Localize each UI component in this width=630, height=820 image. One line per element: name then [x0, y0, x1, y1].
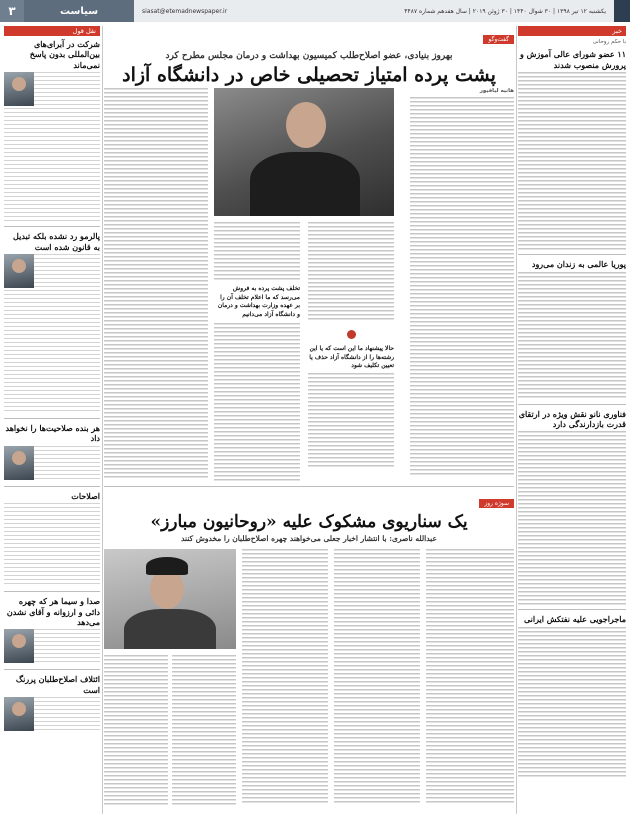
story2-body-col3	[242, 549, 328, 805]
news-item-body	[518, 272, 626, 400]
news-item-body	[518, 72, 626, 250]
right-column	[518, 26, 626, 814]
lead-supertitle: بهروز بنیادی، عضو اصلاح‌طلب کمیسیون بهداشت و درمان مجلس مطرح کرد	[165, 51, 453, 61]
quote-mark-icon	[347, 330, 356, 339]
news-item-body	[518, 627, 626, 777]
divider	[4, 418, 100, 419]
story2[interactable]	[104, 486, 514, 811]
quote-photo	[4, 254, 34, 288]
lead-body-col3-top	[214, 222, 300, 282]
lead-photo	[214, 88, 394, 216]
masthead-email[interactable]: siasat@etemadnewspaper.ir	[142, 7, 228, 15]
quote-title: اصلاحات	[71, 490, 100, 501]
quote-title: صدا و سیما هر که چهره دائی و ارزوانه و آقای نشدن می‌دهد	[6, 596, 100, 627]
story2-photo	[104, 549, 236, 649]
lead-body-col4	[104, 88, 208, 480]
column-rule-right	[516, 26, 517, 814]
story2-kicker: سوژه روز	[479, 499, 514, 508]
lead-headline: پشت پرده امتیاز تحصیلی خاص در دانشگاه آزاد	[122, 64, 496, 86]
quote-item-4[interactable]	[4, 491, 100, 587]
quote-item-2[interactable]	[4, 231, 100, 414]
divider	[518, 404, 626, 405]
lead-kicker: گفت‌وگو	[483, 35, 514, 44]
story2-body-col1	[426, 549, 514, 805]
right-column-label: خبر	[518, 26, 626, 36]
divider	[4, 669, 100, 670]
divider	[4, 591, 100, 592]
masthead-date: یکشنبه ۱۲ تیر ۱۳۹۸ | ۳۰ شوال ۱۴۴۰ | ۳۰ ژوئن ۲۰۱۹ | سال هفدهم شماره ۴۴۸۷	[404, 7, 606, 15]
quote-title: ائتلاف اصلاح‌طلبان پررنگ است	[15, 674, 100, 695]
news-item-title: فناوری نانو نقش ویژه در ارتقای قدرت بازدارندگی دارد	[518, 408, 626, 429]
news-item-nano[interactable]	[518, 409, 626, 606]
lead-story[interactable]	[104, 26, 514, 486]
column-rule-left	[102, 26, 103, 814]
divider	[518, 254, 626, 255]
lead-body-col3	[214, 323, 300, 483]
divider	[4, 486, 100, 487]
story2-headline: یک سناریوی مشکوک علیه «روحانیون مبارز»	[150, 512, 468, 532]
news-item-title: پوریا عالمی به زندان می‌رود	[531, 259, 626, 270]
main-column	[104, 26, 514, 814]
quote-body	[4, 503, 100, 587]
story2-subtitle: عبدالله ناصری: با انتشار اخبار جعلی می‌خواهند چهره اصلاح‌طلبان را مخدوش کنند	[181, 534, 437, 543]
divider	[4, 226, 100, 227]
lead-pullquote-2: حالا پیشنهاد ما این است که یا این رشته‌ها را از دانشگاه آزاد حذف یا تعیین تکلیف شود	[309, 345, 394, 370]
lead-pullquote-1: تخلف پشت پرده به فروش می‌رسد که ما اعلام تخلف آن را بر عهده وزارت بهداشت و درمان و دانشگاه آزاد می‌دانیم	[217, 285, 300, 319]
quote-photo	[4, 697, 34, 731]
story2-body-col4	[172, 655, 236, 805]
quote-title: هر بنده صلاحیت‌ها را نخواهد داد	[5, 422, 100, 444]
story2-body-col5	[104, 655, 168, 805]
quote-title: شرکت در آبرای‌های بین‌المللی بدون پاسخ نمی‌ماند	[29, 39, 100, 70]
quote-photo	[4, 629, 34, 663]
divider	[518, 609, 626, 610]
quote-item-3[interactable]	[4, 423, 100, 482]
quote-photo	[4, 72, 34, 106]
lead-body-col1	[410, 97, 514, 477]
quote-photo	[4, 446, 34, 480]
quote-title: پالرمو رد نشده بلکه تبدیل به قانون شده است	[13, 231, 100, 252]
lead-body-col2-top	[308, 222, 394, 322]
quote-item-1[interactable]	[4, 39, 100, 222]
news-item-title: ۱۱ عضو شورای عالی آموزش و پرورش منصوب شدند	[520, 49, 626, 70]
masthead-mark	[614, 0, 630, 22]
left-column-label: نقل قول	[4, 26, 100, 36]
news-item-education-council[interactable]	[518, 39, 626, 250]
masthead-info	[134, 0, 614, 22]
quote-item-5[interactable]	[4, 596, 100, 665]
lead-body-col2	[308, 373, 394, 469]
story2-body-col2	[334, 549, 420, 805]
news-item-body	[518, 431, 626, 605]
news-item-tanker[interactable]	[518, 614, 626, 776]
news-item-kicker: با حکم روحانی	[592, 39, 626, 45]
lead-byline: هانیه لیافیور	[479, 88, 514, 94]
news-item-pouria-alemi[interactable]	[518, 259, 626, 399]
page-number: ۳	[0, 0, 24, 22]
section-label: سیاست	[24, 0, 134, 22]
news-item-title: ماجراجویی علیه نفتکش ایرانی	[523, 614, 626, 625]
quote-item-6[interactable]	[4, 674, 100, 731]
masthead	[0, 0, 630, 22]
left-column	[4, 26, 100, 814]
